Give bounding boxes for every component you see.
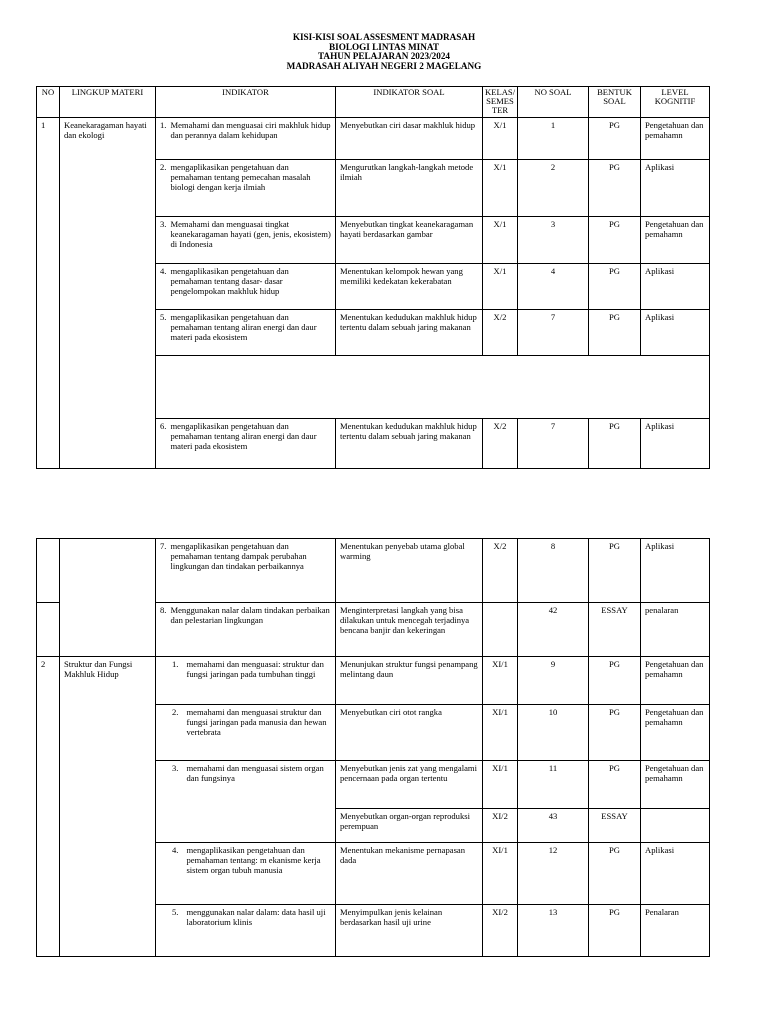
indikator-text: mengaplikasikan pengetahuan dan pemahaman tentang dasar- dasar pengelompokan makhluk hidup	[170, 266, 289, 296]
indikator-soal: Menentukan penyebab utama global warming	[336, 539, 483, 603]
col-no: NO	[37, 87, 60, 118]
level-kognitif: Penalaran	[641, 905, 710, 957]
table-header-row	[37, 87, 710, 118]
level-kognitif	[641, 809, 710, 843]
indikator-cell	[156, 217, 336, 264]
table-row	[37, 539, 710, 603]
no-soal: 2	[518, 160, 589, 217]
col-indikator: INDIKATOR	[156, 87, 336, 118]
empty-cell	[156, 356, 710, 419]
kelas: XI/1	[483, 657, 518, 705]
indikator-soal: Menunjukan struktur fungsi penampang melintang daun	[336, 657, 483, 705]
bentuk-soal: PG	[589, 160, 641, 217]
indikator-text: mengaplikasikan pengetahuan dan pemahaman tentang dampak perubahan lingkungan dan tindakan perbaikannya	[170, 541, 307, 571]
indikator-number: 2.	[172, 707, 179, 717]
indikator-cell	[156, 761, 336, 843]
indikator-number: 6.	[160, 421, 167, 431]
bentuk-soal: PG	[589, 539, 641, 603]
indikator-cell	[156, 905, 336, 957]
indikator-text: menggunakan nalar dalam: data hasil uji laboratorium klinis	[186, 907, 326, 927]
indikator-text: mengaplikasikan pengetahuan dan pemahaman tentang pemecahan masalah biologi dengan kerja ilmiah	[170, 162, 311, 192]
indikator-text: Memahami dan menguasai tingkat keanekaragaman hayati (gen, jenis, ekosistem) di Indonesia	[170, 219, 331, 249]
lingkup-materi: Struktur dan Fungsi Makhluk Hidup	[60, 657, 156, 957]
kelas: X/1	[483, 118, 518, 160]
indikator-soal: Menyimpulkan jenis kelainan berdasarkan hasil uji urine	[336, 905, 483, 957]
indikator-text: mengaplikasikan pengetahuan dan pemahaman tentang: m ekanisme kerja sistem organ tubuh manusia	[186, 845, 321, 875]
level-kognitif: Pengetahuan dan pemahamn	[641, 657, 710, 705]
level-kognitif: Pengetahuan dan pemahamn	[641, 761, 710, 809]
level-kognitif: penalaran	[641, 603, 710, 657]
indikator-number: 8.	[160, 605, 167, 615]
indikator-cell	[156, 657, 336, 705]
no-soal: 10	[518, 705, 589, 761]
row-no	[37, 539, 60, 603]
indikator-soal: Menyebutkan ciri otot rangka	[336, 705, 483, 761]
kelas: XI/2	[483, 905, 518, 957]
bentuk-soal: ESSAY	[589, 809, 641, 843]
table-row	[37, 657, 710, 705]
col-kelas-semester: KELAS/ SEMES TER	[483, 87, 518, 118]
col-indikator-soal: INDIKATOR SOAL	[336, 87, 483, 118]
indikator-text: Menggunakan nalar dalam tindakan perbaikan dan pelestarian lingkungan	[170, 605, 330, 625]
indikator-cell	[156, 419, 336, 469]
header-year: TAHUN PELAJARAN 2023/2024	[317, 51, 451, 61]
indikator-text: mengaplikasikan pengetahuan dan pemahaman tentang aliran energi dan daur materi pada ekosistem	[170, 312, 317, 342]
indikator-number: 3.	[160, 219, 167, 229]
kelas: X/1	[483, 264, 518, 310]
kelas: XI/1	[483, 843, 518, 905]
lingkup-materi	[60, 539, 156, 657]
level-kognitif: Pengetahuan dan pemahamn	[641, 217, 710, 264]
indikator-soal: Menentukan kelompok hewan yang memiliki kedekatan kekerabatan	[336, 264, 483, 310]
indikator-cell	[156, 539, 336, 603]
indikator-text: memahami dan menguasai sistem organ dan fungsinya	[186, 763, 324, 783]
indikator-soal: Menginterpretasi langkah yang bisa dilakukan untuk mencegah terjadinya bencana banjir dan kekeringan	[336, 603, 483, 657]
kelas: XI/1	[483, 761, 518, 809]
bentuk-soal: PG	[589, 264, 641, 310]
level-kognitif: Aplikasi	[641, 539, 710, 603]
kelas: XI/1	[483, 705, 518, 761]
row-no: 2	[37, 657, 60, 957]
indikator-number: 5.	[160, 312, 167, 322]
indikator-number: 2.	[160, 162, 167, 172]
bentuk-soal: PG	[589, 905, 641, 957]
indikator-number: 1.	[172, 659, 179, 669]
indikator-soal: Menyebutkan organ-organ reproduksi perempuan	[336, 809, 483, 843]
lingkup-materi: Keanekaragaman hayati dan ekologi	[60, 118, 156, 469]
bentuk-soal: PG	[589, 705, 641, 761]
no-soal: 3	[518, 217, 589, 264]
level-kognitif: Aplikasi	[641, 264, 710, 310]
no-soal: 9	[518, 657, 589, 705]
no-soal: 11	[518, 761, 589, 809]
kelas: X/1	[483, 160, 518, 217]
no-soal: 7	[518, 419, 589, 469]
kelas: X/2	[483, 539, 518, 603]
header-school: MADRASAH ALIYAH NEGERI 2 MAGELANG	[286, 60, 482, 71]
indikator-text: Memahami dan menguasai ciri makhluk hidup dan perannya dalam kehidupan	[170, 120, 331, 140]
kelas: X/2	[483, 419, 518, 469]
bentuk-soal: PG	[589, 419, 641, 469]
col-bentuk-soal: BENTUK SOAL	[589, 87, 641, 118]
indikator-cell	[156, 705, 336, 761]
no-soal: 1	[518, 118, 589, 160]
indikator-text: memahami dan menguasai: struktur dan fungsi jaringan pada tumbuhan tinggi	[186, 659, 324, 679]
no-soal: 4	[518, 264, 589, 310]
no-soal: 43	[518, 809, 589, 843]
col-no-soal: NO SOAL	[518, 87, 589, 118]
level-kognitif: Aplikasi	[641, 843, 710, 905]
bentuk-soal: PG	[589, 761, 641, 809]
no-soal: 12	[518, 843, 589, 905]
level-kognitif: Aplikasi	[641, 310, 710, 356]
table-row	[37, 118, 710, 160]
bentuk-soal: PG	[589, 310, 641, 356]
indikator-soal: Menyebutkan ciri dasar makhluk hidup	[336, 118, 483, 160]
indikator-soal: Menentukan kedudukan makhluk hidup tertentu dalam sebuah jaring makanan	[336, 419, 483, 469]
header-subject: BIOLOGI LINTAS MINAT	[329, 41, 439, 52]
row-no	[37, 603, 60, 657]
indikator-cell	[156, 843, 336, 905]
indikator-text: memahami dan menguasai struktur dan fungsi jaringan pada manusia dan hewan vertebrata	[186, 707, 327, 737]
kelas	[483, 603, 518, 657]
indikator-number: 1.	[160, 120, 167, 130]
col-lingkup-materi: LINGKUP MATERI	[60, 87, 156, 118]
indikator-number: 4.	[160, 266, 167, 276]
indikator-cell	[156, 264, 336, 310]
kelas: XI/2	[483, 809, 518, 843]
indikator-soal: Mengurutkan langkah-langkah metode ilmiah	[336, 160, 483, 217]
header-title: KISI-KISI SOAL ASSESMENT MADRASAH	[292, 32, 476, 42]
level-kognitif: Pengetahuan dan pemahamn	[641, 118, 710, 160]
level-kognitif: Aplikasi	[641, 419, 710, 469]
indikator-cell	[156, 160, 336, 217]
bentuk-soal: ESSAY	[589, 603, 641, 657]
level-kognitif: Pengetahuan dan pemahamn	[641, 705, 710, 761]
no-soal: 13	[518, 905, 589, 957]
indikator-number: 3.	[172, 763, 179, 773]
indikator-soal: Menyebutkan tingkat keanekaragaman hayati berdasarkan gambar	[336, 217, 483, 264]
col-level-kognitif: LEVEL KOGNITIF	[641, 87, 710, 118]
row-no: 1	[37, 118, 60, 469]
indikator-cell	[156, 603, 336, 657]
document-header	[0, 33, 768, 71]
indikator-number: 7.	[160, 541, 167, 551]
bentuk-soal: PG	[589, 657, 641, 705]
indikator-text: mengaplikasikan pengetahuan dan pemahaman tentang aliran energi dan daur materi pada ekosistem	[170, 421, 317, 451]
no-soal: 7	[518, 310, 589, 356]
indikator-soal: Menyebutkan jenis zat yang mengalami pencernaan pada organ tertentu	[336, 761, 483, 809]
indikator-cell	[156, 310, 336, 356]
kelas: X/1	[483, 217, 518, 264]
bentuk-soal: PG	[589, 118, 641, 160]
kisi-table-page2	[36, 538, 710, 957]
no-soal: 8	[518, 539, 589, 603]
no-soal: 42	[518, 603, 589, 657]
level-kognitif: Aplikasi	[641, 160, 710, 217]
indikator-cell	[156, 118, 336, 160]
bentuk-soal: PG	[589, 843, 641, 905]
kisi-table-page1	[36, 86, 710, 469]
kelas: X/2	[483, 310, 518, 356]
bentuk-soal: PG	[589, 217, 641, 264]
indikator-soal: Menentukan kedudukan makhluk hidup tertentu dalam sebuah jaring makanan	[336, 310, 483, 356]
indikator-number: 5.	[172, 907, 179, 917]
indikator-number: 4.	[172, 845, 179, 855]
indikator-soal: Menentukan mekanisme pernapasan dada	[336, 843, 483, 905]
